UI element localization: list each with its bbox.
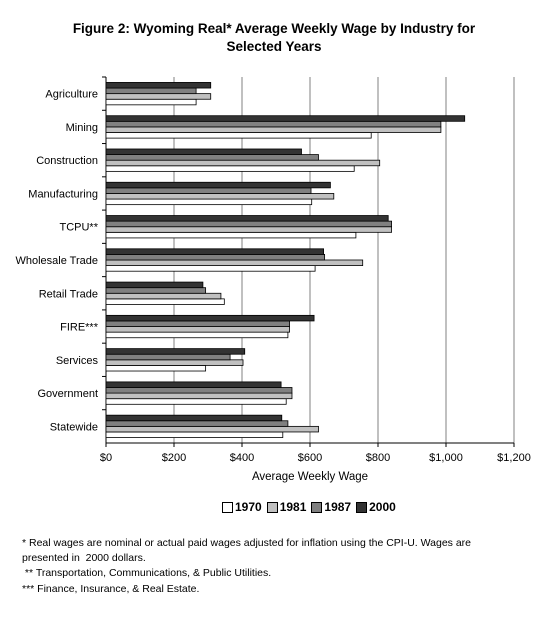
legend-item: [356, 500, 396, 514]
chart-title-line-1: Figure 2: Wyoming Real* Average Weekly Wage by Industry for: [72, 21, 476, 36]
legend-label: 1981: [279, 500, 307, 514]
footnote-2: presented in 2000 dollars.: [22, 552, 146, 565]
category-label: Retail Trade: [38, 288, 98, 301]
bar-1970: [106, 299, 224, 305]
legend-label: 2000: [369, 500, 396, 514]
bar-1987: [106, 387, 292, 393]
legend-swatch: [267, 502, 278, 513]
x-tick-label: $1,200: [497, 452, 531, 464]
category-label: TCPU**: [59, 221, 98, 234]
x-tick-label: $400: [229, 452, 255, 464]
bar-1981: [106, 193, 334, 199]
bar-1970: [106, 432, 283, 438]
bar-1987: [106, 288, 206, 294]
category-label: Construction: [36, 155, 98, 168]
bar-1970: [106, 133, 371, 139]
bar-1987: [106, 155, 319, 161]
category-label: Services: [55, 354, 98, 367]
bar-1970: [106, 332, 288, 338]
footnote-4: *** Finance, Insurance, & Real Estate.: [22, 582, 200, 595]
legend-item: [222, 500, 262, 514]
bar-2000: [106, 415, 282, 421]
bar-1970: [106, 232, 356, 238]
bar-1981: [106, 327, 290, 333]
bar-1987: [106, 88, 196, 94]
bar-2000: [106, 182, 330, 188]
x-tick-label: $800: [365, 452, 391, 464]
bar-2000: [106, 382, 281, 388]
bar-1981: [106, 426, 319, 432]
legend: [222, 500, 396, 514]
bar-2000: [106, 315, 314, 321]
bar-1987: [106, 321, 290, 327]
bar-1987: [106, 421, 288, 427]
x-tick-label: $0: [99, 452, 113, 464]
footnote-1: * Real wages are nominal or actual paid wages adjusted for inflation using the CPI-U. Wages are: [22, 537, 472, 549]
bar-2000: [106, 216, 388, 222]
bar-2000: [106, 349, 245, 355]
category-label: Manufacturing: [28, 188, 98, 201]
legend-item: [311, 500, 351, 514]
legend-swatch: [356, 502, 367, 513]
bar-1981: [106, 360, 243, 366]
bar-2000: [106, 82, 211, 88]
category-label: Wholesale Trade: [15, 255, 98, 267]
category-label: Statewide: [49, 421, 98, 434]
legend-item: [267, 500, 307, 514]
bar-1987: [106, 188, 311, 194]
bar-1981: [106, 94, 211, 100]
bar-1970: [106, 99, 196, 105]
x-tick-label: $600: [297, 452, 323, 464]
bar-1970: [106, 199, 312, 205]
footnote-3: ** Transportation, Communications, & Public Utilities.: [22, 567, 272, 580]
x-axis-label: Average Weekly Wage: [251, 471, 369, 483]
bar-2000: [106, 116, 465, 122]
bar-1981: [106, 127, 441, 133]
bar-1981: [106, 260, 363, 266]
x-tick-label: $200: [161, 452, 187, 464]
category-label: Agriculture: [45, 88, 98, 101]
bar-1970: [106, 266, 315, 272]
chart-title-line-2: Selected Years: [226, 39, 322, 54]
bar-1987: [106, 254, 325, 260]
bar-1970: [106, 166, 354, 172]
bar-2000: [106, 149, 302, 155]
bar-1987: [106, 221, 392, 227]
bar-1981: [106, 160, 380, 166]
bar-1981: [106, 393, 292, 399]
bar-1987: [106, 121, 441, 127]
legend-label: 1970: [235, 500, 262, 514]
footnotes: [22, 536, 532, 597]
category-label: FIRE***: [60, 321, 98, 334]
bar-1987: [106, 354, 230, 360]
bar-2000: [106, 282, 203, 288]
bar-1970: [106, 399, 286, 405]
legend-label: 1987: [324, 500, 352, 514]
legend-swatch: [311, 502, 322, 513]
bar-2000: [106, 249, 324, 255]
x-tick-label: $1,000: [429, 452, 463, 464]
legend-swatch: [222, 502, 233, 513]
category-label: Mining: [65, 121, 98, 134]
category-label: Government: [37, 388, 98, 401]
bar-1970: [106, 365, 206, 371]
bar-1981: [106, 293, 221, 299]
bar-1981: [106, 227, 392, 233]
